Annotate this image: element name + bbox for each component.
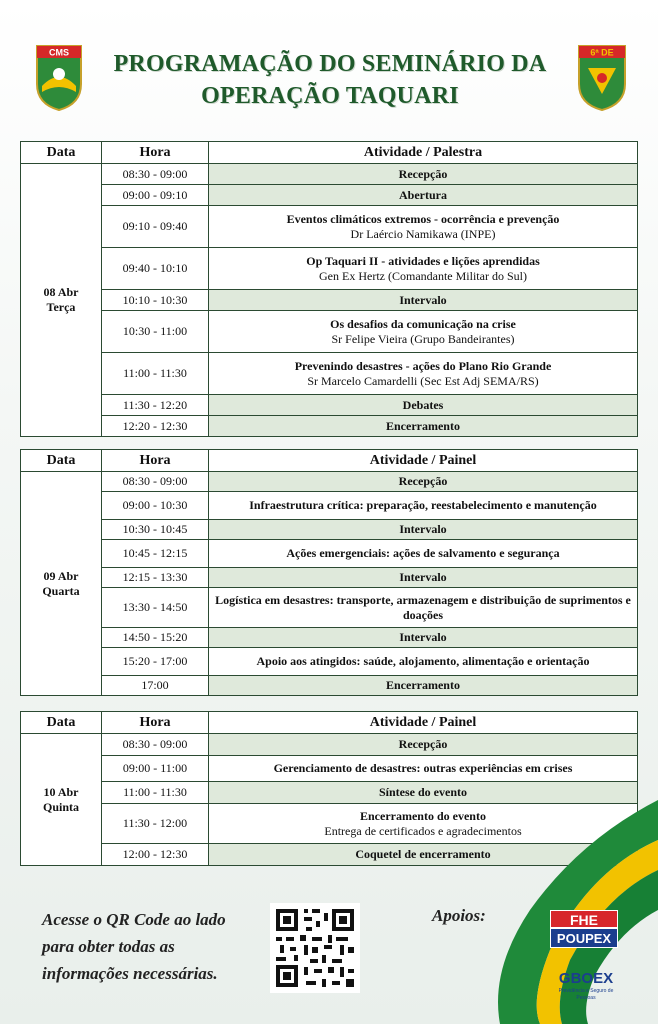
- activity-title: Encerramento do evento: [360, 808, 486, 823]
- activity-speaker: Gen Ex Hertz (Comandante Militar do Sul): [319, 268, 527, 283]
- activity-speaker: Entrega de certificados e agradecimentos: [324, 823, 522, 838]
- activity-cell: [209, 756, 638, 782]
- activity-title: Coquetel de encerramento: [355, 847, 491, 861]
- activity-title: Síntese do evento: [379, 785, 467, 799]
- activity-title: Recepção: [398, 166, 448, 181]
- schedule-row: [21, 206, 638, 248]
- fhe-poupex-logo: [550, 910, 618, 954]
- schedule-row: [21, 248, 638, 290]
- schedule-table-day2: [20, 449, 638, 696]
- schedule-row: [21, 290, 638, 311]
- activity-cell: [209, 353, 638, 395]
- title-line-2: OPERAÇÃO TAQUARI: [201, 83, 459, 109]
- hora-column-header: Hora: [102, 712, 209, 734]
- time-cell: 13:30 - 14:50: [102, 588, 209, 628]
- day-cell: [21, 164, 102, 437]
- schedule-row: [21, 185, 638, 206]
- schedule-row: [21, 734, 638, 756]
- gboex-logo: [552, 970, 620, 1000]
- time-cell: 11:00 - 11:30: [102, 782, 209, 804]
- activity-speaker: Sr Felipe Vieira (Grupo Bandeirantes): [331, 331, 515, 346]
- time-cell: 09:10 - 09:40: [102, 206, 209, 248]
- time-cell: 10:45 - 12:15: [102, 540, 209, 568]
- day-weekday: Quinta: [42, 799, 79, 814]
- activity-cell: [209, 492, 638, 520]
- day-cell: [21, 734, 102, 866]
- schedule-row: [21, 676, 638, 696]
- schedule-row: [21, 628, 638, 648]
- activity-cell: [209, 540, 638, 568]
- schedule-row: [21, 520, 638, 540]
- time-cell: 09:00 - 10:30: [102, 492, 209, 520]
- page-title: [100, 48, 560, 112]
- day-date: 09 Abr: [43, 568, 79, 583]
- schedule-row: [21, 472, 638, 492]
- qr-instructions: [42, 906, 262, 987]
- activity-cell: [209, 395, 638, 416]
- schedule-row: [21, 311, 638, 353]
- apoios-label: Apoios:: [432, 906, 486, 925]
- page-header: [0, 40, 658, 120]
- data-column-header: Data: [21, 142, 102, 164]
- fhe-logo-text: FHE: [550, 910, 618, 928]
- day-date: 08 Abr: [43, 285, 79, 299]
- activity-title: Intervalo: [399, 522, 447, 536]
- activity-column-header: Atividade / Painel: [209, 450, 638, 472]
- activity-column-header: Atividade / Palestra: [209, 142, 638, 164]
- table-header-row: [21, 450, 638, 472]
- schedule-row: [21, 648, 638, 676]
- activity-cell: [209, 248, 638, 290]
- activity-title: Logística em desastres: transporte, armazenagem e distribuição de suprimentos e doações: [215, 592, 631, 622]
- time-cell: 11:30 - 12:20: [102, 395, 209, 416]
- emblem-left-label: CMS: [49, 47, 69, 58]
- data-column-header: Data: [21, 450, 102, 472]
- schedule-row: [21, 492, 638, 520]
- activity-title: Recepção: [398, 737, 448, 751]
- activity-title: Apoio aos atingidos: saúde, alojamento, alimentação e orientação: [256, 654, 590, 668]
- time-cell: 12:15 - 13:30: [102, 568, 209, 588]
- gboex-logo-subtitle: Previdência e Seguro de Pessoas: [558, 988, 614, 1001]
- title-line-1: PROGRAMAÇÃO DO SEMINÁRIO DA: [113, 51, 547, 77]
- hora-column-header: Hora: [102, 142, 209, 164]
- time-cell: 08:30 - 09:00: [102, 164, 209, 185]
- activity-cell: [209, 734, 638, 756]
- division-emblem-icon: [576, 44, 628, 112]
- activity-cell: [209, 588, 638, 628]
- activity-title: Debates: [402, 397, 444, 412]
- activity-cell: [209, 628, 638, 648]
- activity-cell: [209, 676, 638, 696]
- cms-emblem-icon: [34, 44, 84, 112]
- activity-cell: [209, 185, 638, 206]
- time-cell: 10:30 - 11:00: [102, 311, 209, 353]
- activity-speaker: Dr Laércio Namikawa (INPE): [350, 226, 496, 241]
- time-cell: 14:50 - 15:20: [102, 628, 209, 648]
- schedule-row: [21, 756, 638, 782]
- qr-text-line-3: informações necessárias.: [42, 964, 218, 983]
- hora-column-header: Hora: [102, 450, 209, 472]
- activity-cell: [209, 568, 638, 588]
- schedule-row: [21, 353, 638, 395]
- activity-cell: [209, 311, 638, 353]
- time-cell: 10:10 - 10:30: [102, 290, 209, 311]
- time-cell: 11:00 - 11:30: [102, 353, 209, 395]
- activity-title: Encerramento: [386, 678, 460, 692]
- activity-title: Recepção: [398, 474, 448, 488]
- poupex-logo-text: POUPEX: [550, 928, 618, 948]
- activity-cell: [209, 164, 638, 185]
- activity-column-header: Atividade / Painel: [209, 712, 638, 734]
- activity-title: Eventos climáticos extremos - ocorrência e prevenção: [286, 211, 560, 226]
- day-cell: [21, 472, 102, 696]
- time-cell: 08:30 - 09:00: [102, 472, 209, 492]
- time-cell: 09:40 - 10:10: [102, 248, 209, 290]
- gboex-logo-text: GBOEX: [558, 970, 614, 987]
- activity-title: Encerramento: [386, 418, 460, 433]
- activity-speaker: Sr Marcelo Camardelli (Sec Est Adj SEMA/RS): [307, 373, 539, 388]
- activity-cell: [209, 416, 638, 437]
- schedule-row: [21, 540, 638, 568]
- data-column-header: Data: [21, 712, 102, 734]
- time-cell: 08:30 - 09:00: [102, 734, 209, 756]
- emblem-right-label: 6ª DE: [590, 47, 614, 58]
- activity-title: Gerenciamento de desastres: outras experiências em crises: [273, 761, 573, 775]
- time-cell: 09:00 - 09:10: [102, 185, 209, 206]
- time-cell: 11:30 - 12:00: [102, 804, 209, 844]
- time-cell: 12:20 - 12:30: [102, 416, 209, 437]
- activity-cell: [209, 520, 638, 540]
- schedule-row: [21, 588, 638, 628]
- schedule-row: [21, 395, 638, 416]
- activity-title: Intervalo: [399, 292, 447, 307]
- schedule-row: [21, 568, 638, 588]
- activity-title: Op Taquari II - atividades e lições aprendidas: [306, 253, 540, 268]
- day-weekday: Quarta: [42, 583, 80, 598]
- schedule-row: [21, 416, 638, 437]
- activity-title: Intervalo: [399, 570, 447, 584]
- activity-cell: [209, 648, 638, 676]
- activity-cell: [209, 206, 638, 248]
- day-weekday: Terça: [46, 300, 76, 314]
- activity-title: Abertura: [399, 187, 447, 202]
- schedule-table-day1: [20, 141, 638, 437]
- time-cell: 09:00 - 11:00: [102, 756, 209, 782]
- day-date: 10 Abr: [43, 784, 79, 799]
- time-cell: 15:20 - 17:00: [102, 648, 209, 676]
- activity-title: Ações emergenciais: ações de salvamento e segurança: [286, 546, 560, 560]
- table-header-row: [21, 712, 638, 734]
- activity-title: Intervalo: [399, 630, 447, 644]
- activity-title: Prevenindo desastres - ações do Plano Rio Grande: [294, 358, 552, 373]
- qr-code[interactable]: [270, 903, 360, 993]
- activity-cell: [209, 290, 638, 311]
- activity-title: Os desafios da comunicação na crise: [330, 316, 516, 331]
- activity-title: Infraestrutura crítica: preparação, reestabelecimento e manutenção: [249, 498, 597, 512]
- time-cell: 12:00 - 12:30: [102, 844, 209, 866]
- time-cell: 17:00: [102, 676, 209, 696]
- schedule-row: [21, 164, 638, 185]
- time-cell: 10:30 - 10:45: [102, 520, 209, 540]
- activity-cell: [209, 472, 638, 492]
- qr-text-line-1: Acesse o QR Code ao lado: [42, 910, 226, 929]
- qr-text-line-2: para obter todas as: [42, 937, 175, 956]
- table-header-row: [21, 142, 638, 164]
